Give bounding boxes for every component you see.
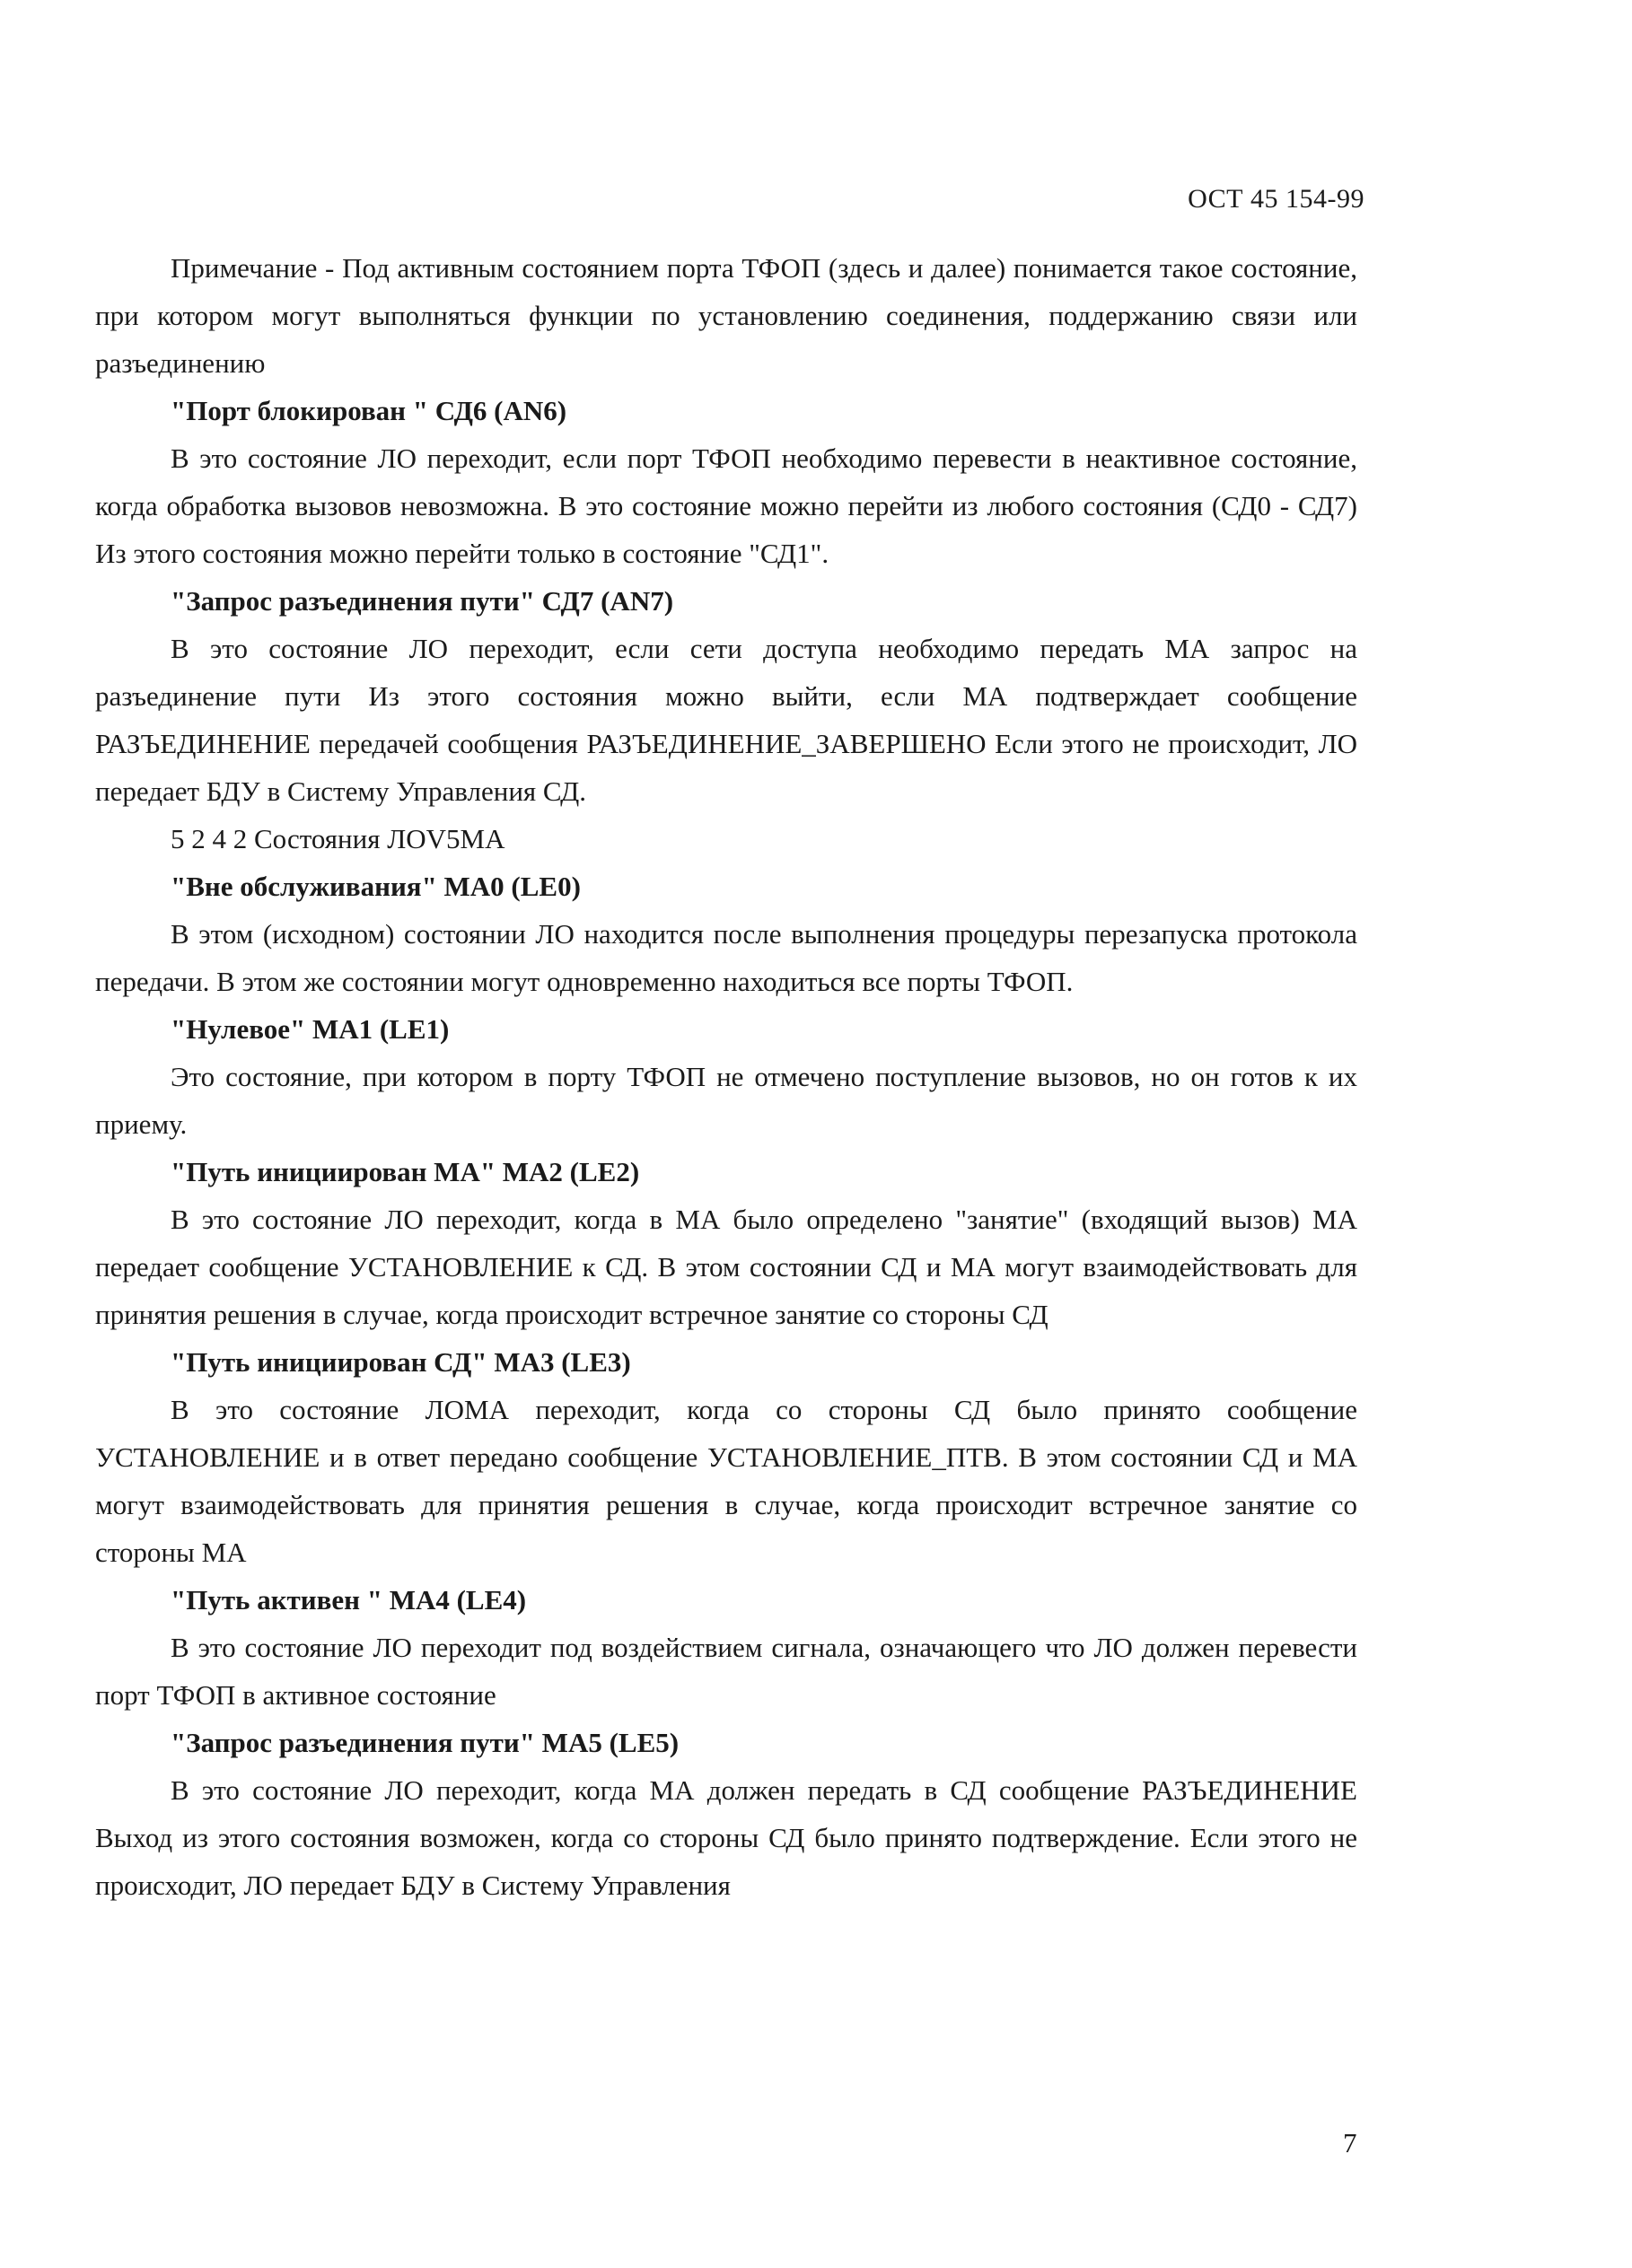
state-heading-le4: "Путь активен " МА4 (LE4) — [171, 1584, 527, 1616]
state-description-an7: В это состояние ЛО переходит, если сети доступа необходимо передать МА запрос на разъединение пути Из этого состояния можно выйти, если МА подтверждает сообщение РАЗЪЕДИНЕНИЕ передачей сообщения РАЗЪЕДИНЕНИЕ_ЗАВЕРШЕНО Если этого не происходит, ЛО передает БДУ в Систему Управления СД. — [95, 633, 1357, 807]
state-description-an6: В это состояние ЛО переходит, если порт ТФОП необходимо перевести в неактивное состояние, когда обработка вызовов невозможна. В это состояние можно перейти из любого состояния (СД0 - СД7) Из этого состояния можно перейти только в состояние "СД1". — [95, 442, 1357, 569]
state-heading-an6: "Порт блокирован " СД6 (AN6) — [171, 395, 567, 426]
document-body — [95, 244, 1357, 1909]
page-number: 7 — [1343, 2127, 1357, 2159]
state-description-le2: В это состояние ЛО переходит, когда в МА было определено "занятие" (входящий вызов) МА передает сообщение УСТАНОВЛЕНИЕ к СД. В этом состоянии СД и МА могут взаимодействовать для принятия решения в случае, когда происходит встречное занятие со стороны СД — [95, 1204, 1357, 1330]
state-description-le5: В это состояние ЛО переходит, когда МА должен передать в СД сообщение РАЗЪЕДИНЕНИЕ Выход из этого состояния возможен, когда со стороны СД было принято подтверждение. Если этого не происходит, ЛО передает БДУ в Систему Управления — [95, 1774, 1357, 1901]
state-heading-le0: "Вне обслуживания" МА0 (LE0) — [171, 871, 581, 902]
state-heading-le1: "Нулевое" МА1 (LE1) — [171, 1013, 450, 1045]
state-heading-an7: "Запрос разъединения пути" СД7 (AN7) — [171, 585, 674, 617]
state-heading-le2: "Путь инициирован МА" МА2 (LE2) — [171, 1156, 640, 1187]
state-heading-le3: "Путь инициирован СД" МА3 (LE3) — [171, 1346, 631, 1378]
document-code: ОСТ 45 154-99 — [1188, 184, 1364, 214]
state-description-le0: В этом (исходном) состоянии ЛО находится после выполнения процедуры перезапуска протокола передачи. В этом же состоянии могут одновременно находиться все порты ТФОП. — [95, 918, 1357, 997]
state-description-le4: В это состояние ЛО переходит под воздействием сигнала, означающего что ЛО должен перевести порт ТФОП в активное состояние — [95, 1632, 1357, 1711]
state-heading-le5: "Запрос разъединения пути" МА5 (LE5) — [171, 1727, 680, 1758]
state-description-le3: В это состояние ЛОМА переходит, когда со стороны СД было принято сообщение УСТАНОВЛЕНИЕ и в ответ передано сообщение УСТАНОВЛЕНИЕ_ПТВ. В этом состоянии СД и МА могут взаимодействовать для принятия решения в случае, когда происходит встречное занятие со стороны МА — [95, 1394, 1357, 1568]
note-paragraph: Примечание - Под активным состоянием порта ТФОП (здесь и далее) понимается такое состояние, при котором могут выполняться функции по установлению соединения, поддержанию связи или разъединению — [95, 252, 1357, 379]
state-description-le1: Это состояние, при котором в порту ТФОП не отмечено поступление вызовов, но он готов к их приему. — [95, 1061, 1357, 1140]
subsection-title: 5 2 4 2 Состояния ЛОV5MA — [171, 823, 505, 854]
